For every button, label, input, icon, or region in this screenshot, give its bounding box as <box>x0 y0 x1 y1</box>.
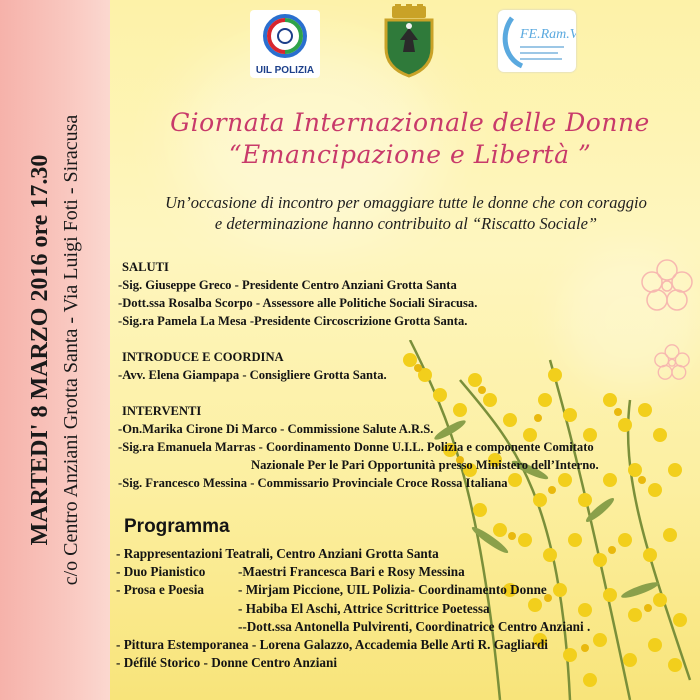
intro-line: Un’occasione di incontro per omaggiare tutte le donne che con coraggio <box>165 193 647 212</box>
programma-list <box>116 545 590 672</box>
list-item: Nazionale Per le Pari Opportunità presso Ministero dell’Interno. <box>251 458 599 472</box>
event-datetime-block <box>27 115 83 586</box>
program-detail: --Dott.ssa Antonella Pulvirenti, Coordinatrice Centro Anziani . <box>238 618 591 634</box>
program-detail: - Mirjam Piccione, UIL Polizia- Coordinamento Donne <box>238 582 547 598</box>
list-item: -Sig. Francesco Messina - Commissario Provinciale Croce Rossa Italiana <box>118 476 508 490</box>
section-heading: INTERVENTI <box>122 404 202 418</box>
event-date: MARTEDI' 8 MARZO 2016 ore 17.30 <box>27 154 53 546</box>
program-label: - Défilé Storico - Donne Centro Anziani <box>116 655 337 671</box>
list-item: -Sig.ra Emanuela Marras - Coordinamento Donne U.I.L. Polizia e componente Comitato <box>118 440 594 454</box>
section-heading: SALUTI <box>122 260 169 274</box>
program-item <box>116 600 590 618</box>
list-item: -Sig.ra Pamela La Mesa -Presidente Circoscrizione Grotta Santa. <box>118 314 468 328</box>
program-label: - Rappresentazioni Teatrali, Centro Anziani Grotta Santa <box>116 546 439 561</box>
event-venue: c/o Centro Anziani Grotta Santa - Via Luigi Foti - Siracusa <box>60 114 82 586</box>
svg-text:FE.Ram.V: FE.Ram.V <box>520 27 576 42</box>
program-item <box>116 581 590 599</box>
list-item: -Sig. Giuseppe Greco - Presidente Centro Anziani Grotta Santa <box>118 278 457 292</box>
intro-paragraph <box>120 192 692 234</box>
program-item <box>116 636 590 654</box>
list-item: -Avv. Elena Giampapa - Consigliere Grotta Santa. <box>118 368 387 382</box>
interventi-section <box>118 402 599 492</box>
fer-ramv-logo <box>498 10 576 72</box>
program-item <box>116 654 590 672</box>
introduce-section <box>118 348 387 384</box>
city-coat-of-arms <box>378 4 440 78</box>
flower-outline-icon <box>632 250 700 320</box>
saluti-section <box>118 258 477 330</box>
sidebar-band <box>0 0 110 700</box>
program-detail: - Habiba El Aschi, Attrice Scrittrice Poetessa <box>238 600 490 616</box>
programma-heading: Programma <box>124 516 230 537</box>
svg-text:UIL POLIZIA: UIL POLIZIA <box>255 65 315 76</box>
intro-line: e determinazione hanno contribuito al “Riscatto Sociale” <box>214 214 598 233</box>
program-item <box>116 618 590 636</box>
program-label: - Duo Pianistico <box>116 564 206 580</box>
program-item <box>116 563 590 581</box>
program-item <box>116 545 590 563</box>
program-label: - Prosa e Poesia <box>116 582 205 598</box>
list-item: -On.Marika Cirone Di Marco - Commissione Salute A.R.S. <box>118 422 434 436</box>
section-heading: INTRODUCE E COORDINA <box>122 350 284 364</box>
program-detail: -Maestri Francesca Bari e Rosy Messina <box>238 564 465 580</box>
page-subtitle: “Emancipazione e Libertà ” <box>228 140 592 169</box>
page-title: Giornata Internazionale delle Donne <box>170 108 650 137</box>
program-label: - Pittura Estemporanea - Lorena Galazzo, Accademia Belle Arti R. Gagliardi <box>116 637 548 653</box>
list-item: -Dott.ssa Rosalba Scorpo - Assessore alle Politiche Sociali Siracusa. <box>118 296 478 310</box>
uil-polizia-logo <box>250 10 320 78</box>
